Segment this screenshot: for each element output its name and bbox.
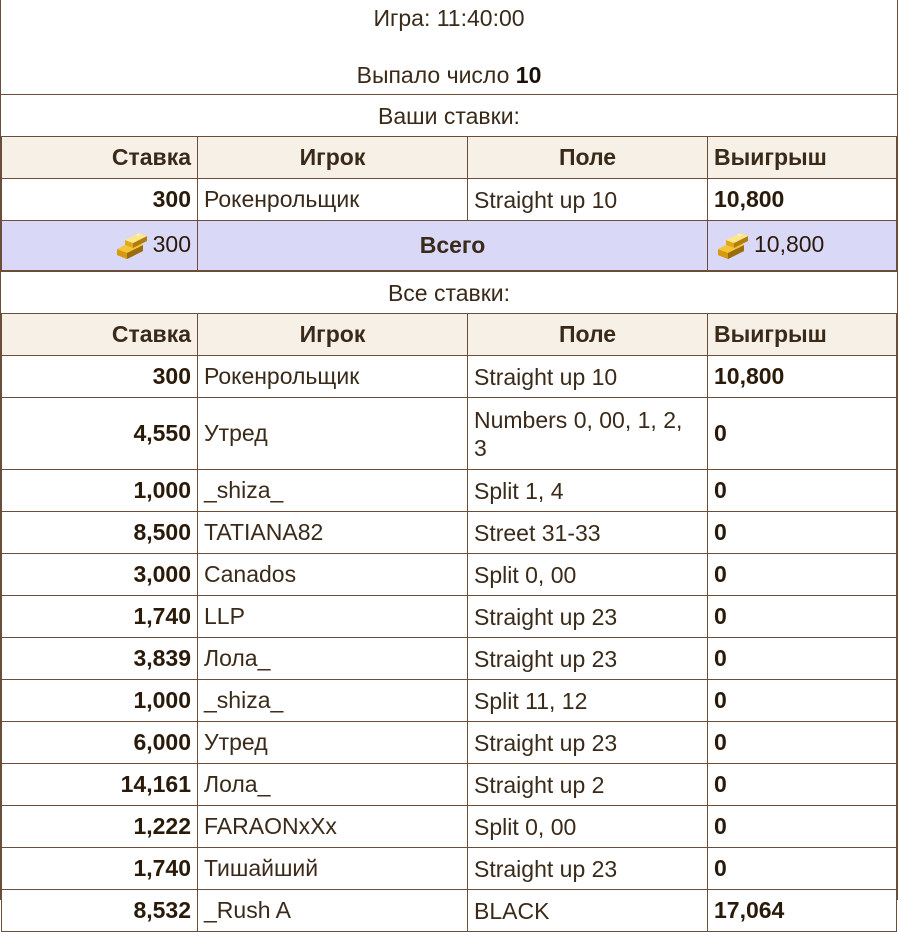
my-bet-row <box>2 179 897 221</box>
bet-field: Split 0, 00 <box>468 554 708 596</box>
win-amount: 0 <box>708 470 897 512</box>
bet-field: Straight up 23 <box>468 596 708 638</box>
bet-amount: 1,740 <box>2 848 198 890</box>
player-name[interactable]: Лола_ <box>198 638 468 680</box>
player-name[interactable]: Утред <box>198 722 468 764</box>
bet-amount: 300 <box>2 356 198 398</box>
win-amount: 0 <box>708 806 897 848</box>
total-bet-amount: 300 <box>152 230 191 257</box>
win-amount: 0 <box>708 596 897 638</box>
player-name[interactable]: _shiza_ <box>198 470 468 512</box>
bet-amount: 14,161 <box>2 764 198 806</box>
win-amount: 10,800 <box>708 179 897 221</box>
result-line <box>1 38 897 94</box>
player-name[interactable]: Рокенрольщик <box>198 179 468 221</box>
player-name[interactable]: _Rush A <box>198 890 468 932</box>
my-bets-total-row <box>2 221 897 271</box>
win-amount: 0 <box>708 398 897 470</box>
column-header-player: Игрок <box>198 137 468 179</box>
table-row <box>2 848 897 890</box>
game-time: Игра: 11:40:00 <box>373 5 525 31</box>
bet-amount: 6,000 <box>2 722 198 764</box>
player-name[interactable]: FARAONxXx <box>198 806 468 848</box>
column-header-field: Поле <box>468 314 708 356</box>
result-prefix: Выпало число <box>356 62 510 88</box>
column-header-win: Выигрыш <box>708 314 897 356</box>
win-amount: 0 <box>708 638 897 680</box>
my-bets-title: Ваши ставки: <box>1 94 897 136</box>
win-amount: 0 <box>708 680 897 722</box>
column-header-field: Поле <box>468 137 708 179</box>
bet-field: Straight up 10 <box>468 356 708 398</box>
bet-amount: 1,000 <box>2 680 198 722</box>
column-header-bet: Ставка <box>2 314 198 356</box>
table-row <box>2 722 897 764</box>
bet-field: Split 0, 00 <box>468 806 708 848</box>
table-row <box>2 512 897 554</box>
player-name[interactable]: Canados <box>198 554 468 596</box>
player-name[interactable]: Лола_ <box>198 764 468 806</box>
bet-field: Straight up 23 <box>468 722 708 764</box>
total-label: Всего <box>198 221 708 271</box>
player-name[interactable]: Рокенрольщик <box>198 356 468 398</box>
win-amount: 0 <box>708 764 897 806</box>
bet-field: BLACK <box>468 890 708 932</box>
gold-bars-icon <box>714 231 752 261</box>
table-row <box>2 638 897 680</box>
column-header-bet: Ставка <box>2 137 198 179</box>
win-amount: 17,064 <box>708 890 897 932</box>
total-win-amount: 10,800 <box>754 230 825 257</box>
total-win-cell <box>708 221 897 271</box>
win-amount: 0 <box>708 554 897 596</box>
bet-field: Numbers 0, 00, 1, 2, 3 <box>468 398 708 470</box>
player-name[interactable]: LLP <box>198 596 468 638</box>
table-row <box>2 680 897 722</box>
table-row <box>2 806 897 848</box>
table-row <box>2 470 897 512</box>
column-header-win: Выигрыш <box>708 137 897 179</box>
bet-amount: 3,000 <box>2 554 198 596</box>
bet-field: Straight up 23 <box>468 848 708 890</box>
bet-field: Straight up 23 <box>468 638 708 680</box>
bet-amount: 8,532 <box>2 890 198 932</box>
win-amount: 0 <box>708 512 897 554</box>
bet-field: Straight up 10 <box>468 179 708 221</box>
win-amount: 0 <box>708 848 897 890</box>
table-row <box>2 890 897 932</box>
bet-amount: 1,222 <box>2 806 198 848</box>
my-bets-header-row <box>2 137 897 179</box>
bet-amount: 4,550 <box>2 398 198 470</box>
my-bets-table <box>1 136 897 271</box>
bet-amount: 1,740 <box>2 596 198 638</box>
player-name[interactable]: TATIANA82 <box>198 512 468 554</box>
bet-field: Street 31-33 <box>468 512 708 554</box>
bet-amount: 1,000 <box>2 470 198 512</box>
bet-amount: 8,500 <box>2 512 198 554</box>
all-bets-table <box>1 313 897 932</box>
table-row <box>2 554 897 596</box>
table-row <box>2 596 897 638</box>
player-name[interactable]: Утред <box>198 398 468 470</box>
bet-field: Split 11, 12 <box>468 680 708 722</box>
total-bet-cell <box>2 221 198 271</box>
all-bets-header-row <box>2 314 897 356</box>
table-row <box>2 398 897 470</box>
bet-amount: 3,839 <box>2 638 198 680</box>
all-bets-body <box>2 356 897 932</box>
all-bets-title: Все ставки: <box>1 271 897 313</box>
table-row <box>2 356 897 398</box>
player-name[interactable]: _shiza_ <box>198 680 468 722</box>
column-header-player: Игрок <box>198 314 468 356</box>
bet-amount: 300 <box>2 179 198 221</box>
win-amount: 0 <box>708 722 897 764</box>
gold-bars-icon <box>113 231 151 261</box>
bet-field: Straight up 2 <box>468 764 708 806</box>
result-number: 10 <box>515 62 542 88</box>
table-row <box>2 764 897 806</box>
player-name[interactable]: Тишайший <box>198 848 468 890</box>
bet-field: Split 1, 4 <box>468 470 708 512</box>
win-amount: 10,800 <box>708 356 897 398</box>
